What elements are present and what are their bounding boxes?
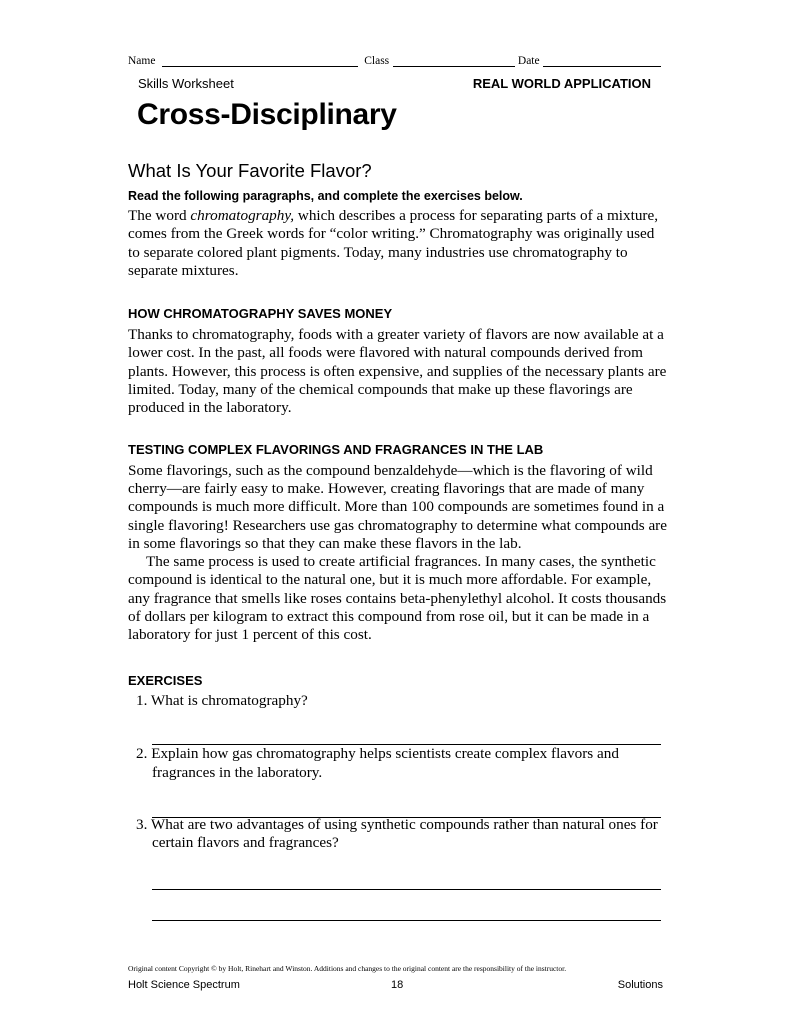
reading-section <box>128 160 668 645</box>
name-label: Name <box>128 55 156 67</box>
question-2: 2. Explain how gas chromatography helps scientists create complex flavors and fragrances in the laboratory. <box>136 745 619 781</box>
section-heading-money: HOW CHROMATOGRAPHY SAVES MONEY <box>128 306 393 322</box>
question-1: 1. What is chromatography? <box>136 692 308 709</box>
date-label: Date <box>517 55 540 67</box>
answer-line-3b[interactable] <box>152 920 661 921</box>
date-field[interactable] <box>543 54 661 67</box>
class-field[interactable] <box>393 54 515 67</box>
section-paragraph-money: Thanks to chromatography, foods with a greater variety of flavors are now available at a lower cost. In the past, all foods were flavored with natural compounds derived from plants. However, this process is often expensive, and supplies of the necessary plants are limited. Today, many of the chemical compounds that make up these flavorings are produced in the laboratory. <box>128 326 667 417</box>
class-label: Class <box>364 55 390 67</box>
worksheet-type: Skills Worksheet <box>138 76 234 91</box>
copyright-notice: Original content Copyright © by Holt, Rinehart and Winston. Additions and changes to the original content are the responsibility of the instructor. <box>128 964 567 973</box>
intro-paragraph: The word chromatography, which describes a process for separating parts of a mixture, comes from the Greek words for “color writing.” Chromatography was originally used to separate colored plant pigments. Today, many industries use chromatography to separate mixtures. <box>128 207 659 279</box>
answer-line-2[interactable] <box>152 817 661 818</box>
page-title: Cross-Disciplinary <box>137 98 397 131</box>
footer-book-title: Holt Science Spectrum <box>128 979 240 991</box>
section-paragraph-lab-1: Some flavorings, such as the compound benzaldehyde—which is the flavoring of wild cherry—are fairly easy to make. However, creating flavorings that are made of many compounds is much more difficult. More than 100 compounds are sometimes found in a single flavoring! Researchers use gas chromatography to determine what compounds are in some flavorings so that they can make these flavors in the lab. <box>128 461 667 552</box>
answer-line-3a[interactable] <box>152 889 661 890</box>
answer-line-1[interactable] <box>152 744 661 745</box>
name-field[interactable] <box>162 54 358 67</box>
question-3: 3. What are two advantages of using synthetic compounds rather than natural ones for certain flavors and fragrances? <box>136 815 658 852</box>
exercises-section <box>128 673 668 852</box>
worksheet-category: REAL WORLD APPLICATION <box>472 76 651 91</box>
reading-title: What Is Your Favorite Flavor? <box>128 160 372 181</box>
student-info-line <box>128 54 668 70</box>
section-heading-lab: TESTING COMPLEX FLAVORINGS AND FRAGRANCES IN THE LAB <box>128 441 544 457</box>
instructions: Read the following paragraphs, and complete the exercises below. <box>128 189 523 203</box>
footer-section: Solutions <box>617 979 663 991</box>
page-number: 18 <box>391 979 404 991</box>
section-paragraph-lab-2: The same process is used to create artificial fragrances. In many cases, the synthetic compound is identical to the natural one, but it is much more affordable. For example, any fragrance that smells like roses contains beta-phenylethyl alcohol. It costs thousands of dollars per kilogram to extract this compound from rose oil, but it can be made in a laboratory for just 1 percent of this cost. <box>128 553 667 644</box>
chromatography-term: chromatography, <box>190 207 295 224</box>
exercises-heading: EXERCISES <box>128 673 203 688</box>
